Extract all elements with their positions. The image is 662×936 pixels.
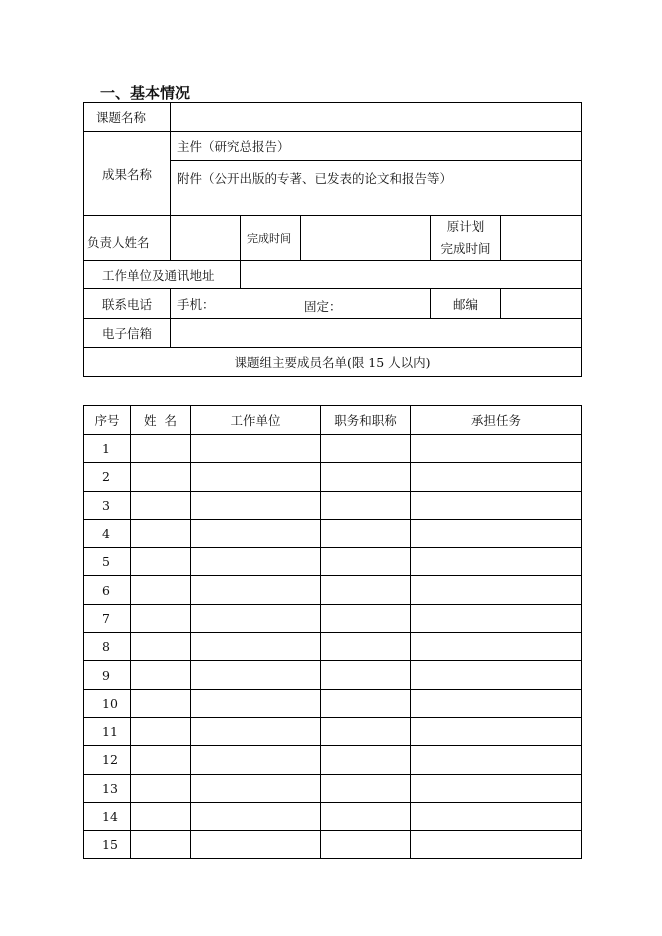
leader-name-field[interactable] — [171, 216, 241, 261]
member-position-field[interactable] — [321, 491, 411, 519]
member-index: 5 — [84, 548, 131, 576]
member-task-field[interactable] — [411, 831, 582, 859]
label-postcode: 邮编 — [431, 289, 501, 319]
member-position-field[interactable] — [321, 633, 411, 661]
label-planned-completion — [431, 216, 501, 261]
member-position-field[interactable] — [321, 435, 411, 463]
label-topic-name: 课题名称 — [84, 103, 171, 132]
member-row — [84, 548, 582, 576]
label-work-unit-address: 工作单位及通讯地址 — [84, 261, 241, 289]
member-name-field[interactable] — [131, 463, 191, 491]
label-result-name: 成果名称 — [84, 132, 171, 216]
header-name: 姓 名 — [131, 406, 191, 435]
member-work-unit-field[interactable] — [191, 491, 321, 519]
member-name-field[interactable] — [131, 717, 191, 745]
member-name-field[interactable] — [131, 831, 191, 859]
member-name-field[interactable] — [131, 746, 191, 774]
member-task-field[interactable] — [411, 519, 582, 547]
label-email: 电子信箱 — [84, 319, 171, 348]
member-index: 7 — [84, 604, 131, 632]
member-row — [84, 491, 582, 519]
member-name-field[interactable] — [131, 548, 191, 576]
member-row — [84, 802, 582, 830]
member-position-field[interactable] — [321, 661, 411, 689]
attachment-field[interactable]: 附件（公开出版的专著、已发表的论文和报告等） — [171, 161, 582, 216]
member-row — [84, 435, 582, 463]
member-work-unit-field[interactable] — [191, 746, 321, 774]
member-name-field[interactable] — [131, 435, 191, 463]
member-work-unit-field[interactable] — [191, 831, 321, 859]
member-index: 2 — [84, 463, 131, 491]
member-row — [84, 463, 582, 491]
member-position-field[interactable] — [321, 519, 411, 547]
section-title: 一、基本情况 — [100, 84, 191, 102]
member-index: 3 — [84, 491, 131, 519]
member-name-field[interactable] — [131, 519, 191, 547]
members-caption: 课题组主要成员名单(限 15 人以内) — [84, 348, 582, 377]
label-mobile: 手机： — [177, 296, 215, 312]
member-position-field[interactable] — [321, 548, 411, 576]
member-work-unit-field[interactable] — [191, 604, 321, 632]
member-work-unit-field[interactable] — [191, 774, 321, 802]
topic-name-field[interactable] — [171, 103, 582, 132]
member-name-field[interactable] — [131, 774, 191, 802]
header-work-unit: 工作单位 — [191, 406, 321, 435]
member-name-field[interactable] — [131, 633, 191, 661]
member-index: 15 — [84, 831, 131, 859]
member-task-field[interactable] — [411, 746, 582, 774]
member-row — [84, 689, 582, 717]
member-work-unit-field[interactable] — [191, 661, 321, 689]
member-row — [84, 746, 582, 774]
member-row — [84, 633, 582, 661]
completion-time-field[interactable] — [301, 216, 431, 261]
planned-completion-field[interactable] — [501, 216, 582, 261]
work-unit-address-field[interactable] — [241, 261, 582, 289]
member-work-unit-field[interactable] — [191, 802, 321, 830]
member-work-unit-field[interactable] — [191, 576, 321, 604]
member-work-unit-field[interactable] — [191, 689, 321, 717]
member-name-field[interactable] — [131, 661, 191, 689]
member-task-field[interactable] — [411, 604, 582, 632]
member-task-field[interactable] — [411, 802, 582, 830]
member-name-field[interactable] — [131, 604, 191, 632]
member-row — [84, 519, 582, 547]
label-leader-name: 负责人姓名 — [84, 216, 171, 261]
members-table — [83, 405, 582, 859]
member-position-field[interactable] — [321, 746, 411, 774]
label-completion-time: 完成时间 — [241, 216, 301, 261]
member-row — [84, 831, 582, 859]
label-landline: 固定： — [304, 299, 342, 314]
member-name-field[interactable] — [131, 576, 191, 604]
member-name-field[interactable] — [131, 689, 191, 717]
member-index: 12 — [84, 746, 131, 774]
member-position-field[interactable] — [321, 463, 411, 491]
member-task-field[interactable] — [411, 661, 582, 689]
member-work-unit-field[interactable] — [191, 717, 321, 745]
member-index: 10 — [84, 689, 131, 717]
member-task-field[interactable] — [411, 774, 582, 802]
header-position-title: 职务和职称 — [321, 406, 411, 435]
member-position-field[interactable] — [321, 774, 411, 802]
member-task-field[interactable] — [411, 633, 582, 661]
member-position-field[interactable] — [321, 576, 411, 604]
member-row — [84, 774, 582, 802]
header-task: 承担任务 — [411, 406, 582, 435]
member-position-field[interactable] — [321, 831, 411, 859]
member-work-unit-field[interactable] — [191, 548, 321, 576]
member-task-field[interactable] — [411, 548, 582, 576]
header-index: 序号 — [84, 406, 131, 435]
member-position-field[interactable] — [321, 717, 411, 745]
member-task-field[interactable] — [411, 576, 582, 604]
member-work-unit-field[interactable] — [191, 435, 321, 463]
member-work-unit-field[interactable] — [191, 519, 321, 547]
member-task-field[interactable] — [411, 491, 582, 519]
member-task-field[interactable] — [411, 689, 582, 717]
email-field[interactable] — [171, 319, 582, 348]
member-work-unit-field[interactable] — [191, 633, 321, 661]
member-index: 6 — [84, 576, 131, 604]
phone-field[interactable] — [171, 289, 431, 319]
planned-line1: 原计划 — [446, 219, 485, 234]
member-task-field[interactable] — [411, 717, 582, 745]
member-task-field[interactable] — [411, 435, 582, 463]
member-row — [84, 661, 582, 689]
member-task-field[interactable] — [411, 463, 582, 491]
basic-info-table — [83, 102, 582, 377]
member-index: 4 — [84, 519, 131, 547]
member-row — [84, 576, 582, 604]
member-index: 14 — [84, 802, 131, 830]
member-name-field[interactable] — [131, 491, 191, 519]
member-position-field[interactable] — [321, 689, 411, 717]
member-position-field[interactable] — [321, 604, 411, 632]
member-index: 13 — [84, 774, 131, 802]
member-position-field[interactable] — [321, 802, 411, 830]
member-index: 8 — [84, 633, 131, 661]
postcode-field[interactable] — [501, 289, 582, 319]
member-row — [84, 604, 582, 632]
member-index: 1 — [84, 435, 131, 463]
member-index: 11 — [84, 717, 131, 745]
member-name-field[interactable] — [131, 802, 191, 830]
planned-line2: 完成时间 — [440, 241, 491, 256]
main-part-field[interactable]: 主件（研究总报告） — [171, 132, 582, 161]
label-phone: 联系电话 — [84, 289, 171, 319]
member-index: 9 — [84, 661, 131, 689]
member-row — [84, 717, 582, 745]
member-work-unit-field[interactable] — [191, 463, 321, 491]
